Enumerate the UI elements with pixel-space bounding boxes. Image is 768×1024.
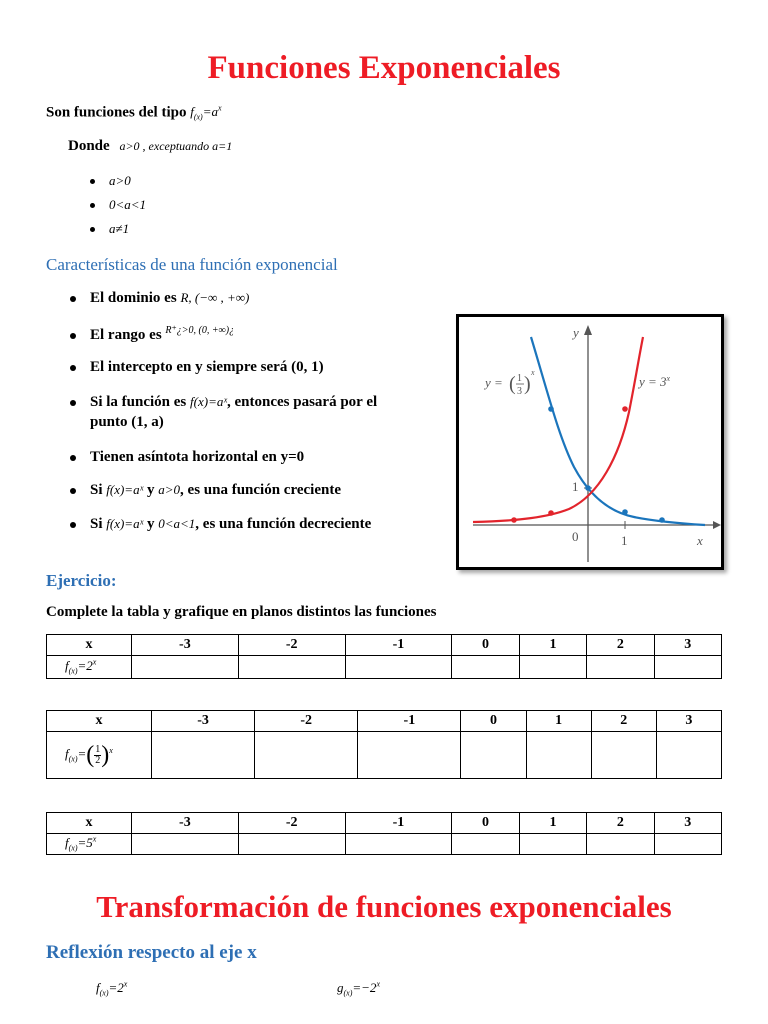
bullet-icon — [70, 455, 76, 461]
exercise-heading: Ejercicio: — [46, 571, 117, 590]
donde-line — [68, 138, 232, 155]
empty-cell[interactable] — [132, 834, 239, 855]
graph-point — [659, 517, 665, 523]
curve-right-label: $y = 3^x$ — [639, 374, 671, 389]
x-axis-arrow-icon — [713, 521, 721, 529]
char-item-range: El rango es $^{R^+¿>0, (0, +\infty)¿}$ — [70, 325, 234, 344]
curve-left-sup: x — [531, 368, 535, 377]
page-title: Funciones Exponenciales — [207, 50, 561, 86]
char-item-increasing: Si f(x)=aˣ y a>0, es una función creciente — [70, 482, 341, 499]
curve-left-den: 3 — [517, 386, 522, 397]
table-row — [47, 656, 722, 679]
table-5x — [46, 812, 722, 855]
char-item-domain: El dominio es R, (−∞ , +∞) — [70, 290, 249, 307]
empty-cell[interactable] — [591, 732, 656, 779]
table-2x — [46, 634, 722, 679]
char-item-intercept: El intercepto en y siempre será (0, 1) — [70, 359, 324, 376]
intro-formula: $f_{(x)}=a^x$ — [190, 104, 222, 122]
table-row — [47, 732, 722, 779]
intro-prefix: Son funciones del tipo — [46, 104, 187, 121]
empty-cell[interactable] — [656, 732, 721, 779]
left-paren-icon: ( — [86, 741, 95, 768]
y-tick-label: 1 — [572, 479, 579, 494]
graph-point — [511, 517, 517, 523]
right-paren-icon: ) — [101, 741, 110, 768]
function-label: $f_{(x)}=5^x$ — [47, 834, 132, 855]
transform-title: Transformación de funciones exponenciales — [96, 889, 672, 924]
empty-cell[interactable] — [452, 834, 519, 855]
empty-cell[interactable] — [461, 732, 526, 779]
exponential-graph — [456, 314, 724, 570]
empty-cell[interactable] — [526, 732, 591, 779]
bullet-icon — [90, 179, 95, 184]
empty-cell[interactable] — [358, 732, 461, 779]
table-header-row: x -3 -2 -1 0 1 2 3 — [47, 635, 722, 656]
curve-left-prefix: y = — [485, 375, 503, 390]
x-axis-label: x — [697, 533, 703, 548]
empty-cell[interactable] — [587, 834, 654, 855]
function-label: $f_{(x)}=2^x$ — [47, 656, 132, 679]
exercise-instruction: Complete la tabla y grafique en planos distintos las funciones — [46, 604, 437, 620]
empty-cell[interactable] — [255, 732, 358, 779]
empty-cell[interactable] — [519, 834, 586, 855]
donde-condition: a>0 , exceptuando a=1 — [119, 139, 233, 153]
case-item: a≠1 — [90, 221, 146, 245]
graph-point — [548, 510, 554, 516]
empty-cell[interactable] — [452, 656, 519, 679]
g-expression: $g_{(x)}=-2^x$ — [337, 980, 380, 998]
char-item-point-cont: punto (1, a) — [90, 414, 164, 430]
empty-cell[interactable] — [587, 656, 654, 679]
table-header-row: x -3 -2 -1 0 1 2 3 — [47, 711, 722, 732]
function-label: $f_{(x)}=$( $\frac{1}{2}$ )$^x$ — [47, 732, 152, 779]
bullet-icon — [70, 296, 76, 302]
fraction: $\frac{1}{2}$ — [95, 743, 101, 766]
empty-cell[interactable] — [654, 656, 721, 679]
x-tick-label: 1 — [621, 533, 628, 548]
donde-label: Donde — [68, 138, 110, 154]
y-axis-label: y — [573, 325, 579, 340]
cases-list — [90, 173, 146, 245]
case-item: a>0 — [90, 173, 146, 197]
transform-subheading: Reflexión respecto al eje x — [46, 942, 257, 963]
bullet-icon — [90, 227, 95, 232]
empty-cell[interactable] — [238, 656, 345, 679]
table-row — [47, 834, 722, 855]
curve-left-num: 1 — [517, 373, 522, 384]
graph-point — [622, 509, 628, 515]
characteristics-heading: Características de una función exponencial — [46, 255, 338, 274]
right-paren-icon: ) — [524, 373, 531, 395]
graph-point — [548, 406, 554, 412]
char-item-decreasing: Si f(x)=aˣ y 0<a<1, es una función decreciente — [70, 516, 371, 533]
table-header-row: x -3 -2 -1 0 1 2 3 — [47, 813, 722, 834]
left-paren-icon: ( — [509, 373, 516, 395]
bullet-icon — [70, 488, 76, 494]
bullet-icon — [90, 203, 95, 208]
char-item-asymptote: Tienen asíntota horizontal en y=0 — [70, 449, 304, 466]
empty-cell[interactable] — [132, 656, 239, 679]
bullet-icon — [70, 333, 76, 339]
empty-cell[interactable] — [238, 834, 345, 855]
graph-point — [622, 406, 628, 412]
curve-one-third-x — [531, 337, 705, 525]
bullet-icon — [70, 400, 76, 406]
empty-cell[interactable] — [654, 834, 721, 855]
bullet-icon — [70, 365, 76, 371]
char-item-point: Si la función es f(x)=aˣ, entonces pasará por el — [70, 394, 377, 411]
intro-line — [46, 104, 222, 122]
origin-label: 0 — [572, 529, 579, 544]
empty-cell[interactable] — [345, 834, 452, 855]
graph-svg — [459, 317, 721, 567]
bullet-icon — [70, 522, 76, 528]
empty-cell[interactable] — [519, 656, 586, 679]
f-expression: $f_{(x)}=2^x$ — [96, 980, 128, 998]
empty-cell[interactable] — [345, 656, 452, 679]
y-axis-arrow-icon — [584, 325, 592, 335]
case-item: 0<a<1 — [90, 197, 146, 221]
table-half-x — [46, 710, 722, 779]
empty-cell[interactable] — [152, 732, 255, 779]
graph-point — [585, 485, 591, 491]
